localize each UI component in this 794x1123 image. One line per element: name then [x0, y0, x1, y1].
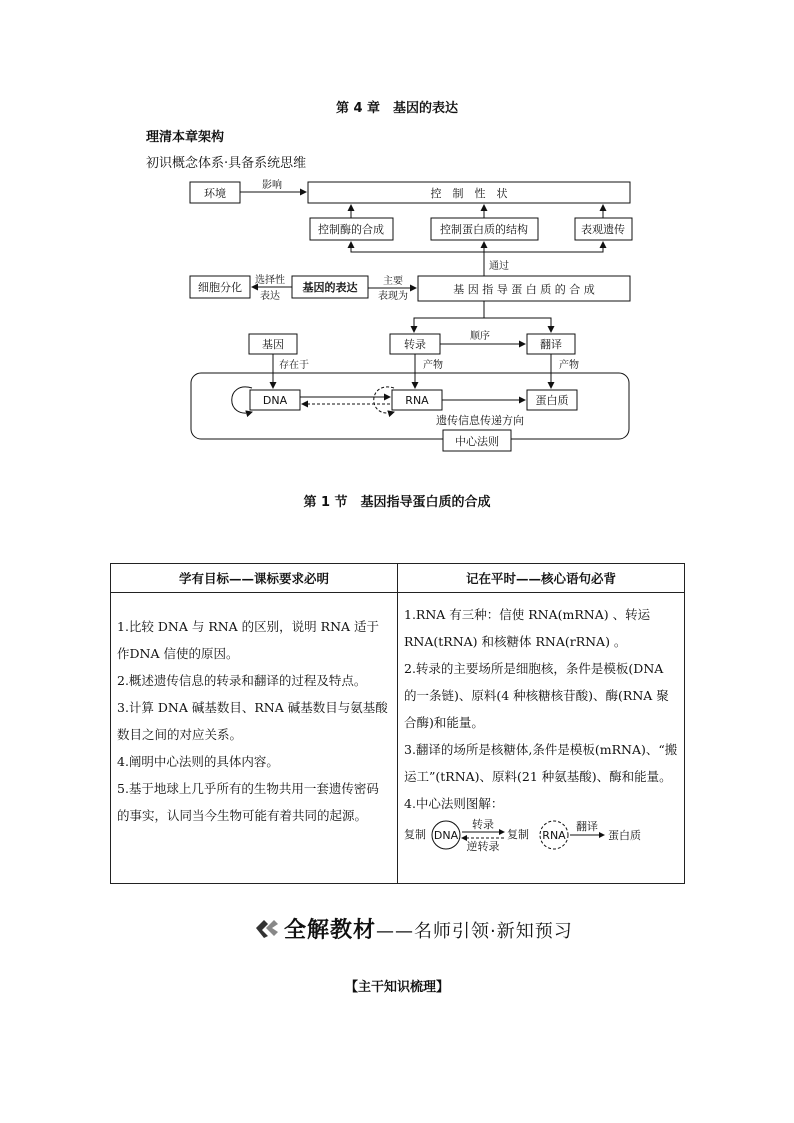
- left-item: 5.基于地球上几乎所有的生物共用一套遗传密码的事实，认同当今生物可能有着共同的起源。: [117, 781, 379, 823]
- banner-rest: ——名师引领·新知预习: [376, 921, 573, 942]
- concept-map: [0, 0, 794, 470]
- protein-structure-label: 控制蛋白质的结构: [440, 223, 528, 236]
- left-item: 4.阐明中心法则的具体内容。: [117, 754, 279, 769]
- replicate1-label: 复制: [404, 828, 426, 841]
- left-item: 1.比较 DNA 与 RNA 的区别，说明 RNA 适于作DNA 信使的原因。: [117, 619, 380, 661]
- left-item: 2.概述遗传信息的转录和翻译的过程及特点。: [117, 673, 367, 688]
- goals-table: [110, 563, 685, 884]
- flow-direction-label: 遗传信息传递方向: [436, 414, 524, 427]
- right-item: 3.翻译的场所是核糖体,条件是模板(mRNA)、“搬运工”(tRNA)、原料(21 种氨基酸)、酶和能量。: [404, 742, 678, 784]
- book-logo-icon: [254, 917, 280, 939]
- section-title: 第 1 节 基因指导蛋白质的合成: [303, 495, 491, 510]
- influence-label: 影响: [262, 180, 282, 191]
- central-dogma-mini-diagram: [404, 817, 674, 853]
- chapter-title: 第 4 章 基因的表达: [335, 101, 459, 116]
- transcribe-label: 转录: [472, 818, 494, 831]
- manifest-label: 表现为: [378, 291, 408, 302]
- banner-main: 全解教材: [284, 918, 377, 943]
- expression-label: 表达: [260, 291, 280, 302]
- translate-label: 翻译: [576, 820, 598, 833]
- replicate2-label: 复制: [507, 828, 529, 841]
- mini-protein-label: 蛋白质: [608, 829, 641, 842]
- env-label: 环境: [204, 187, 226, 200]
- reverse-label: 逆转录: [466, 840, 500, 853]
- transcription-label: 转录: [404, 338, 426, 351]
- structure-subheading: 初识概念体系·具备系统思维: [146, 156, 307, 171]
- dna-label: DNA: [262, 394, 288, 407]
- epigenetic-label: 表观遗传: [581, 223, 625, 236]
- mini-dna-label: DNA: [433, 829, 459, 842]
- protein-label: 蛋白质: [535, 394, 569, 407]
- banner: [284, 913, 573, 944]
- right-header: 记在平时——核心语句必背: [398, 564, 685, 593]
- right-item: 2.转录的主要场所是细胞核，条件是模板(DNA 的一条链)、原料(4 种核糖核苷酸)、酶(RNA 聚合酶)和能量。: [404, 661, 669, 730]
- right-item: 1.RNA 有三种：信使 RNA(mRNA) 、转运RNA(tRNA) 和核糖体 RNA(rRNA) 。: [404, 607, 651, 649]
- gene-label: 基因: [262, 338, 284, 351]
- order-label: 顺序: [470, 331, 490, 342]
- gene-expression-label: 基因的表达: [302, 281, 358, 294]
- through-label: 通过: [489, 261, 509, 272]
- cell-diff-label: 细胞分化: [198, 281, 242, 294]
- right-cell: [398, 593, 685, 884]
- section-tag: 【主干知识梳理】: [344, 980, 449, 995]
- left-cell: [111, 593, 398, 884]
- gene-guides-label: 基 因 指 导 蛋 白 质 的 合 成: [453, 283, 595, 296]
- enzyme-label: 控制酶的合成: [318, 223, 384, 236]
- mainly-label: 主要: [383, 276, 403, 287]
- right-item: 4.中心法则图解：: [404, 796, 504, 811]
- central-dogma-label: 中心法则: [455, 435, 499, 448]
- exists-in-label: 存在于: [279, 360, 309, 371]
- left-header: 学有目标——课标要求必明: [111, 564, 398, 593]
- product2-label: 产物: [559, 360, 579, 371]
- mini-rna-label: RNA: [542, 829, 566, 842]
- rna-label: RNA: [405, 394, 429, 407]
- left-item: 3.计算 DNA 碱基数目、RNA 碱基数目与氨基酸数目之间的对应关系。: [117, 700, 388, 742]
- control-traits-label: 控 制 性 状: [430, 187, 508, 200]
- translation-label: 翻译: [540, 338, 562, 351]
- structure-heading: 理清本章架构: [146, 130, 225, 145]
- selective-label: 选择性: [255, 275, 285, 286]
- product1-label: 产物: [423, 360, 443, 371]
